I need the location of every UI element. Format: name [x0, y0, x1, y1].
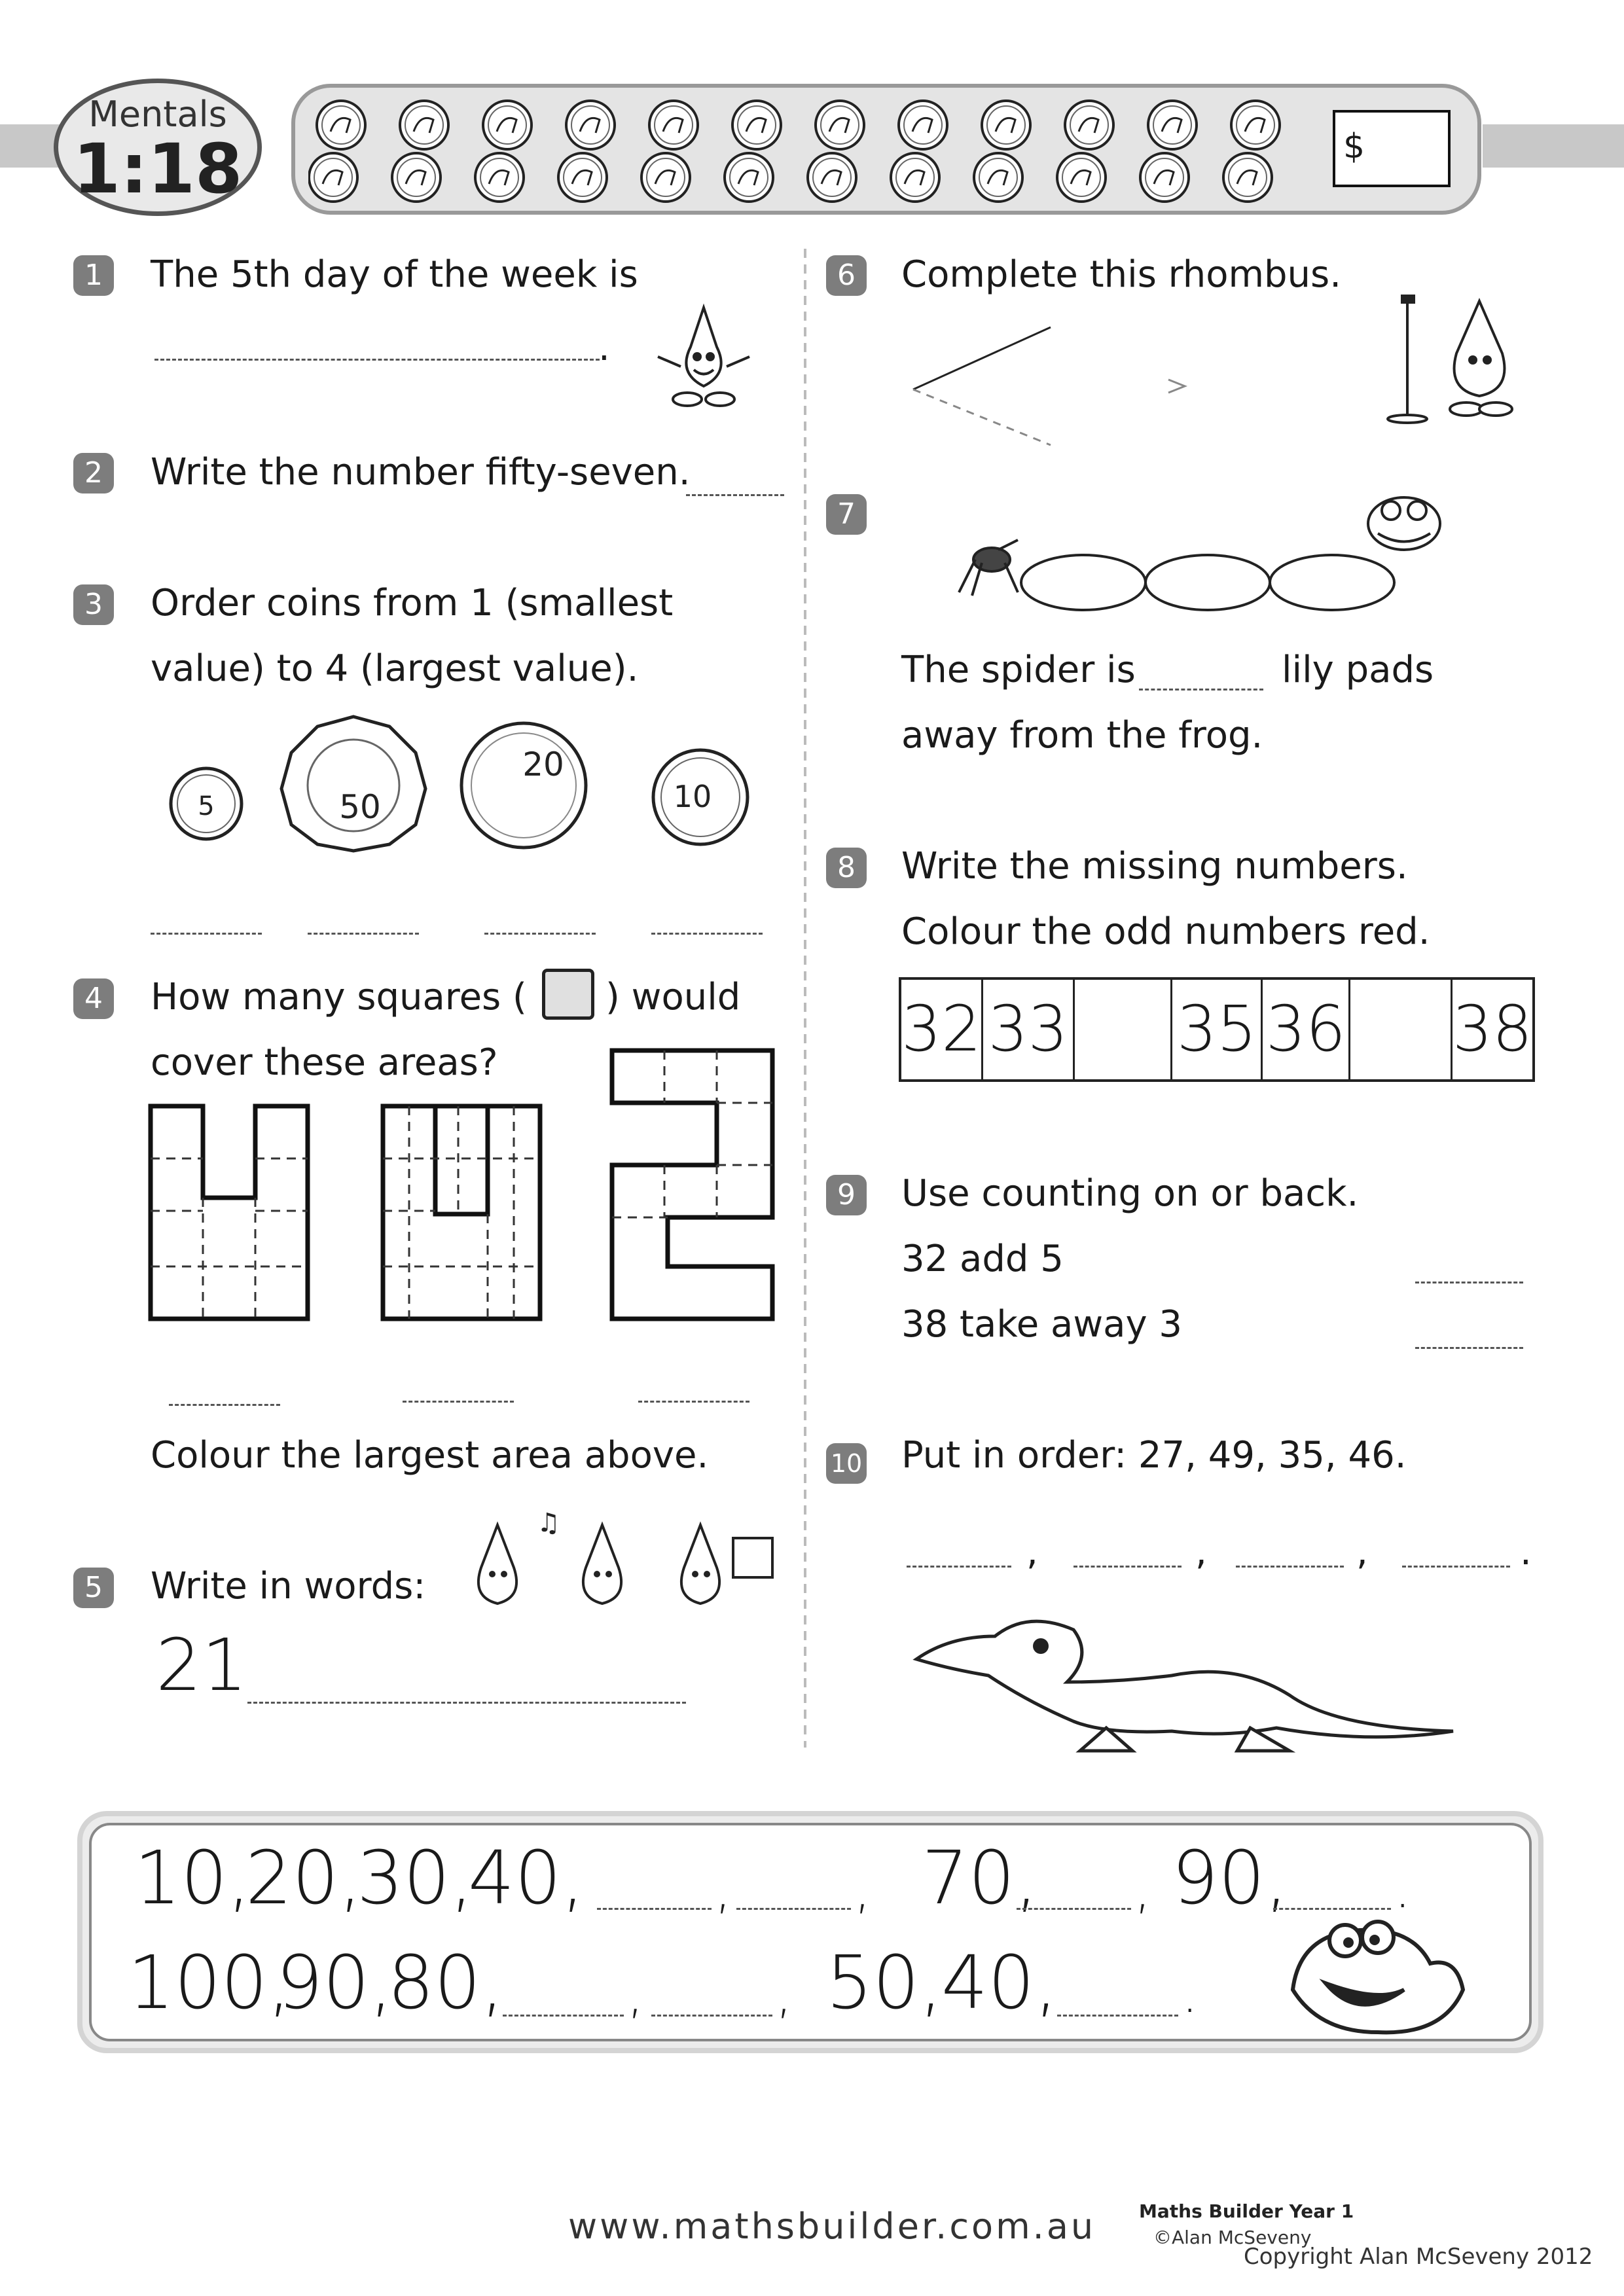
question-number-2: 2 [73, 453, 114, 493]
q2-text: Write the number fifty-seven. [151, 451, 691, 493]
q1-period: . [598, 327, 610, 369]
sequence-value: 80, [388, 1941, 505, 2026]
shape-l [383, 1106, 540, 1319]
track-cell-blank[interactable] [1075, 980, 1173, 1079]
dollar-coin-icon [1065, 101, 1113, 149]
q4-footer: Colour the largest area above. [151, 1434, 709, 1477]
coin-strip [291, 84, 1481, 215]
q9-answer-1[interactable] [1415, 1282, 1523, 1283]
q10-sep: , [1356, 1531, 1368, 1573]
q10-answer-2[interactable] [1074, 1566, 1182, 1568]
q7-answer-line[interactable] [1139, 689, 1263, 691]
q1-text: The 5th day of the week is [151, 253, 638, 296]
singer-drop-icon [1375, 275, 1538, 425]
mentals-badge [54, 79, 262, 216]
q5-number-value: 21 [156, 1623, 247, 1707]
q4-line1-b: ) would [605, 976, 741, 1018]
sequence-blank[interactable] [1273, 1908, 1391, 1910]
track-cell: 38 [1452, 992, 1532, 1066]
dollar-coin-icon [974, 153, 1022, 202]
rhombus-drawing [907, 324, 1195, 455]
dollar-coin-icon [400, 101, 448, 149]
sequence-value: 90, [276, 1941, 393, 2026]
sequence-comma: , [1134, 1859, 1151, 1920]
dollar-coin-icon [725, 153, 773, 202]
sequence-comma: , [854, 1859, 871, 1920]
question-number-10: 10 [826, 1443, 867, 1484]
sequence-period: . [1182, 1964, 1199, 2024]
q3-line1: Order coins from 1 (smallest [151, 582, 674, 624]
q3-line2: value) to 4 (largest value). [151, 647, 639, 690]
q10-answer-4[interactable] [1402, 1566, 1510, 1568]
question-number-1: 1 [73, 255, 114, 296]
book-title: Maths Builder Year 1 [1139, 2200, 1354, 2222]
sequence-comma: , [627, 1964, 644, 2024]
dollar-coin-icon [309, 153, 357, 202]
singing-drops-icon [439, 1505, 779, 1623]
q3-answer-1[interactable] [151, 933, 262, 935]
q4-line2: cover these areas? [151, 1041, 498, 1084]
q2-answer-line[interactable] [686, 494, 784, 496]
sequence-value: 50, [826, 1941, 943, 2026]
dollar-coin-icon [891, 153, 939, 202]
clown-drop-icon [645, 295, 763, 412]
q4-answer-2[interactable] [403, 1401, 514, 1403]
money-answer-box[interactable] [1333, 110, 1451, 187]
dollar-coin-icon [649, 101, 698, 149]
q3-answer-2[interactable] [308, 933, 419, 935]
q3-coins [157, 710, 759, 854]
q6-text: Complete this rhombus. [901, 253, 1342, 296]
q1-answer-line[interactable] [154, 359, 600, 361]
sequence-comma: , [715, 1859, 732, 1920]
sequence-blank[interactable] [1057, 2015, 1178, 2017]
sequence-value: 30, [357, 1836, 474, 1921]
svg-text:20: 20 [522, 745, 564, 783]
q8-line1: Write the missing numbers. [901, 845, 1408, 888]
mentals-number: 1:18 [73, 129, 243, 209]
q4-answer-3[interactable] [638, 1401, 749, 1403]
q10-sep: , [1195, 1531, 1207, 1573]
sequence-blank[interactable] [736, 1908, 851, 1910]
coin-50c-icon [281, 717, 425, 851]
dollar-coin-icon [808, 153, 856, 202]
coins-row [308, 96, 1329, 207]
q7-line1-a: The spider is [901, 649, 1136, 691]
sequence-value: 70, [922, 1836, 1039, 1921]
q9-answer-2[interactable] [1415, 1347, 1523, 1349]
frog-icon [1280, 1911, 1476, 2042]
dollar-coin-icon [1223, 153, 1272, 202]
q10-answer-1[interactable] [907, 1566, 1011, 1568]
dollar-coin-icon [392, 153, 441, 202]
shape-u [151, 1106, 308, 1319]
question-number-9: 9 [826, 1175, 867, 1215]
author-credit: ©Alan McSeveny [1153, 2227, 1312, 2248]
dollar-coin-icon [558, 153, 607, 202]
copyright-text: Copyright Alan McSeveny 2012 [1244, 2244, 1593, 2270]
dollar-coin-icon [1231, 101, 1280, 149]
dollar-coin-icon [816, 101, 864, 149]
sequence-value: 40, [941, 1941, 1058, 2026]
q9-line2: 32 add 5 [901, 1238, 1064, 1280]
sequence-value: 10, [134, 1836, 251, 1921]
q7-line1-b: lily pads [1282, 649, 1434, 691]
svg-text:10: 10 [673, 779, 712, 814]
question-number-6: 6 [826, 255, 867, 296]
q4-line1-a: How many squares ( [151, 976, 527, 1018]
q5-answer-line[interactable] [247, 1702, 686, 1704]
q3-answer-3[interactable] [484, 933, 596, 935]
dollar-coin-icon [982, 101, 1030, 149]
dollar-coin-icon [641, 153, 690, 202]
sequence-period: . [1394, 1859, 1411, 1920]
q4-answer-1[interactable] [169, 1404, 280, 1406]
header-band-right [1483, 124, 1624, 168]
unit-square-icon [542, 969, 594, 1020]
dollar-sign: $ [1343, 127, 1365, 166]
q4-shapes [147, 1047, 789, 1335]
dollar-coin-icon [566, 101, 615, 149]
dollar-coin-icon [483, 101, 532, 149]
track-cell: 35 [1172, 980, 1263, 1079]
dollar-coin-icon [317, 101, 365, 149]
question-number-3: 3 [73, 584, 114, 625]
q10-end: . [1520, 1531, 1532, 1573]
track-cell: 36 [1263, 980, 1350, 1079]
q8-line2: Colour the odd numbers red. [901, 910, 1430, 953]
sequence-value: 90, [1172, 1836, 1289, 1921]
svg-text:♫: ♫ [537, 1508, 560, 1538]
number-track [899, 977, 1535, 1082]
dollar-coin-icon [1057, 153, 1106, 202]
sequence-blank[interactable] [1017, 1908, 1131, 1910]
column-divider [795, 249, 815, 1748]
q9-line1: Use counting on or back. [901, 1172, 1359, 1215]
q10-sep: , [1026, 1531, 1038, 1573]
track-cell: 32 [901, 980, 983, 1079]
dollar-coin-icon [1148, 101, 1197, 149]
svg-text:50: 50 [339, 788, 381, 826]
question-number-7: 7 [826, 494, 867, 535]
lizard-icon [910, 1597, 1486, 1767]
sequence-blank[interactable] [597, 1908, 712, 1910]
coin-10c-icon [653, 750, 748, 844]
question-number-5: 5 [73, 1568, 114, 1608]
q9-line3: 38 take away 3 [901, 1303, 1183, 1346]
q3-answer-4[interactable] [651, 933, 763, 935]
shape-two [612, 1050, 772, 1319]
svg-text:5: 5 [198, 791, 215, 821]
dollar-coin-icon [732, 101, 781, 149]
dollar-coin-icon [1140, 153, 1189, 202]
sequence-value: 40, [468, 1836, 585, 1921]
sequence-value: 20, [245, 1836, 363, 1921]
sequence-value: 100, [128, 1941, 291, 2026]
sequence-blank[interactable] [503, 2015, 624, 2017]
coin-20c-icon [461, 723, 586, 848]
dollar-coin-icon [899, 101, 947, 149]
question-number-4: 4 [73, 978, 114, 1019]
dollar-coin-icon [475, 153, 524, 202]
question-number-8: 8 [826, 848, 867, 888]
track-cell-blank[interactable] [1350, 980, 1452, 1079]
q10-answer-3[interactable] [1236, 1566, 1344, 1568]
sequence-comma: , [776, 1964, 793, 2024]
coin-5c-icon [171, 768, 242, 839]
q7-line2: away from the frog. [901, 714, 1263, 757]
q5-text: Write in words: [151, 1565, 426, 1607]
track-cell: 33 [983, 980, 1075, 1079]
sequence-blank[interactable] [651, 2015, 772, 2017]
spider-lilypads-frog-icon [920, 484, 1456, 622]
mentals-label: Mentals [88, 94, 227, 135]
q10-text: Put in order: 27, 49, 35, 46. [901, 1434, 1407, 1477]
website-url[interactable]: www.mathsbuilder.com.au [568, 2206, 1096, 2247]
